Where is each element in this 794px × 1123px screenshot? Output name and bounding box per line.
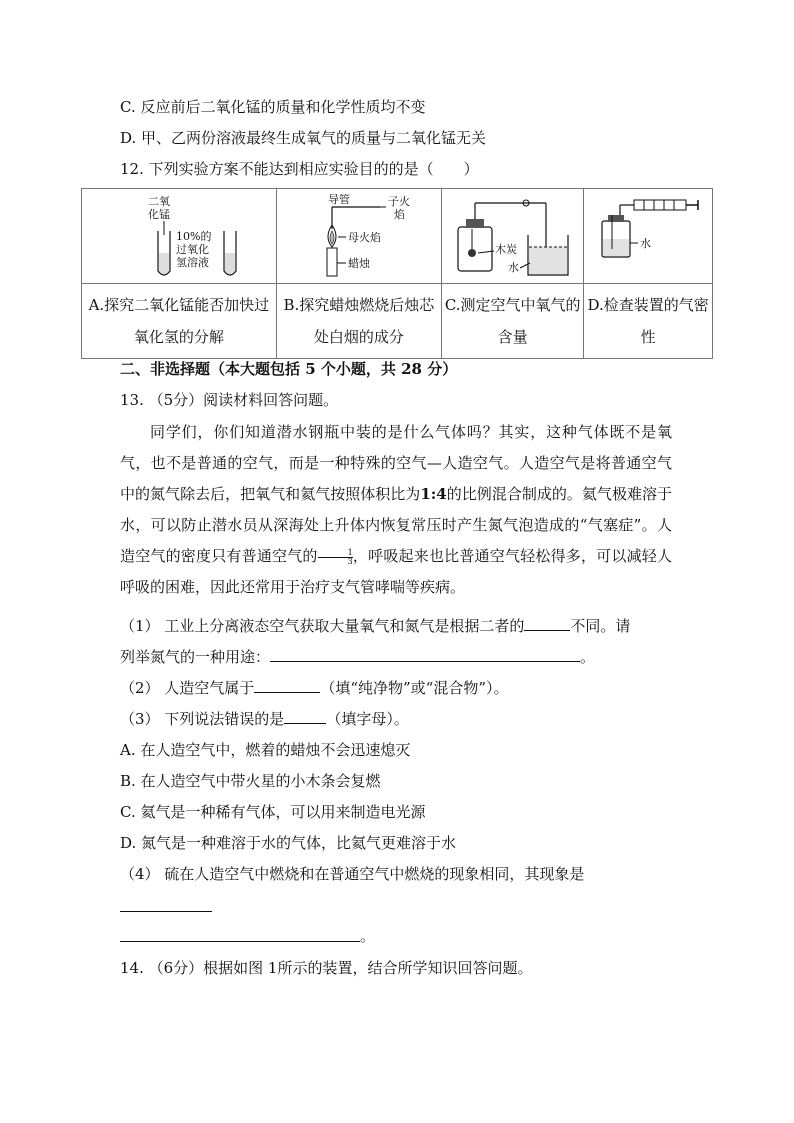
test-tubes-figure: [104, 191, 254, 281]
q13-sub2-text-b: （填“纯净物”或“混合物”）。: [320, 679, 509, 697]
q13-sub1-blank-1[interactable]: [524, 616, 570, 631]
q13-option-a: A. 在人造空气中，燃着的蜡烛不会迅速熄灭: [120, 741, 411, 759]
passage-part-2: 的比例混合制成的。氦气极难溶于水，可以防止潜水员从深海处上升体内恢复常压时产生氮气泡造成的“气塞症”。人造空气的密度只有普通空气的: [120, 485, 672, 565]
q14-stem: 14. （6分）根据如图 1所示的装置，结合所学知识回答问题。: [120, 959, 533, 977]
q13-sub1-end: 。: [580, 648, 596, 666]
q12-option-a: A.探究二氧化锰能否加快过氧化氢的分解: [82, 284, 277, 359]
q13-sub2-text: （2） 人造空气属于: [120, 679, 255, 697]
q12-stem: 12. 下列实验方案不能达到相应实验目的的是（ ）: [120, 160, 479, 178]
passage-ratio: 1:4: [420, 485, 447, 503]
fig-a-label-mno2-2: 化锰: [147, 208, 170, 221]
fig-b-label-outer-flame: 母火焰: [347, 231, 381, 244]
fraction-numerator: 1: [318, 549, 353, 558]
q13-stem: 13. （5分）阅读材料回答问题。: [120, 391, 339, 409]
section-title: 二、非选择题（本大题包括 5 个小题，共 28 分）: [120, 360, 458, 378]
candle-figure: [294, 191, 424, 281]
fig-b-label-tube: 导管: [327, 193, 350, 206]
density-fraction: [318, 549, 353, 566]
q13-sub1-line2: [120, 647, 595, 667]
q12-option-b: B.探究蜡烛燃烧后烛芯处白烟的成分: [276, 284, 441, 359]
q13-sub3-text-b: （填字母）。: [326, 710, 409, 728]
fig-a-label-sol-1: 10%的: [175, 230, 212, 243]
fig-c-label-charcoal: 木炭: [494, 243, 517, 256]
q13-sub4: （4） 硫在人造空气中燃烧和在普通空气中燃烧的现象相同，其现象是: [120, 865, 585, 883]
q13-passage: [120, 417, 672, 603]
q12-figure-b: [276, 189, 441, 284]
q13-sub4-blank-2[interactable]: [120, 940, 360, 942]
q12-option-c: C.测定空气中氧气的含量: [441, 284, 583, 359]
q13-sub1-text-b: 不同。请: [570, 617, 631, 635]
q11-option-c: C. 反应前后二氧化锰的质量和化学性质均不变: [120, 98, 426, 116]
q13-sub1-text: （1） 工业上分离液态空气获取大量氧气和氮气是根据二者的: [120, 617, 525, 635]
q13-sub3-blank[interactable]: [284, 709, 326, 724]
fig-b-label-flame-2: 焰: [393, 208, 405, 221]
charcoal-bottle-figure: [448, 191, 578, 281]
fig-a-label-sol-2: 过氧化: [175, 243, 209, 256]
q13-sub3-text: （3） 下列说法错误的是: [120, 710, 285, 728]
q12-figure-c: [441, 189, 583, 284]
q12-figure-a: [82, 189, 277, 284]
fraction-denominator: 3: [347, 556, 353, 566]
q13-option-c: C. 氦气是一种稀有气体，可以用来制造电光源: [120, 803, 426, 821]
q13-option-b: B. 在人造空气中带火星的小木条会复燃: [120, 772, 381, 790]
q12-figure-d: [584, 189, 713, 284]
airtight-check-figure: [588, 191, 708, 281]
q13-sub2-blank[interactable]: [254, 678, 320, 693]
q11-option-d: D. 甲、乙两份溶液最终生成氧气的质量与二氧化锰无关: [120, 129, 487, 147]
passage-part-1: 同学们，你们知道潜水钢瓶中装的是什么气体吗？其实，这种气体既不是氧气，也不是普通的空气，而是一种特殊的空气—人造空气。人造空气是将普通空气中的氮气除去后，把氧气和氦气按照体积比为: [120, 423, 672, 503]
q13-sub1-text-c: 列举氮气的一种用途：: [120, 648, 271, 666]
fig-d-label-water: 水: [640, 237, 652, 250]
q13-sub3: [120, 709, 409, 729]
fig-b-label-candle: 蜡烛: [347, 257, 370, 270]
fig-a-label-sol-3: 氢溶液: [175, 256, 209, 269]
fig-a-label-mno2-1: 二氧: [147, 195, 170, 208]
q13-sub1-blank-2[interactable]: [270, 647, 580, 662]
q13-sub4-end: 。: [360, 927, 376, 945]
q12-options-table: [81, 188, 713, 359]
q12-option-d: D.检查装置的气密性: [584, 284, 713, 359]
q13-sub2: [120, 678, 509, 698]
q13-sub4-blank-1[interactable]: [120, 910, 212, 912]
q13-sub1-line1: [120, 616, 630, 636]
fig-b-label-flame-1: 子火: [387, 195, 410, 208]
fig-c-label-water: 水: [507, 261, 519, 274]
q13-option-d: D. 氮气是一种难溶于水的气体，比氦气更难溶于水: [120, 834, 457, 852]
passage-part-3: ，呼吸起来也比普通空气轻松得多，可以减轻人呼吸的困难，因此还常用于治疗支气管哮喘等疾病。: [120, 547, 672, 596]
